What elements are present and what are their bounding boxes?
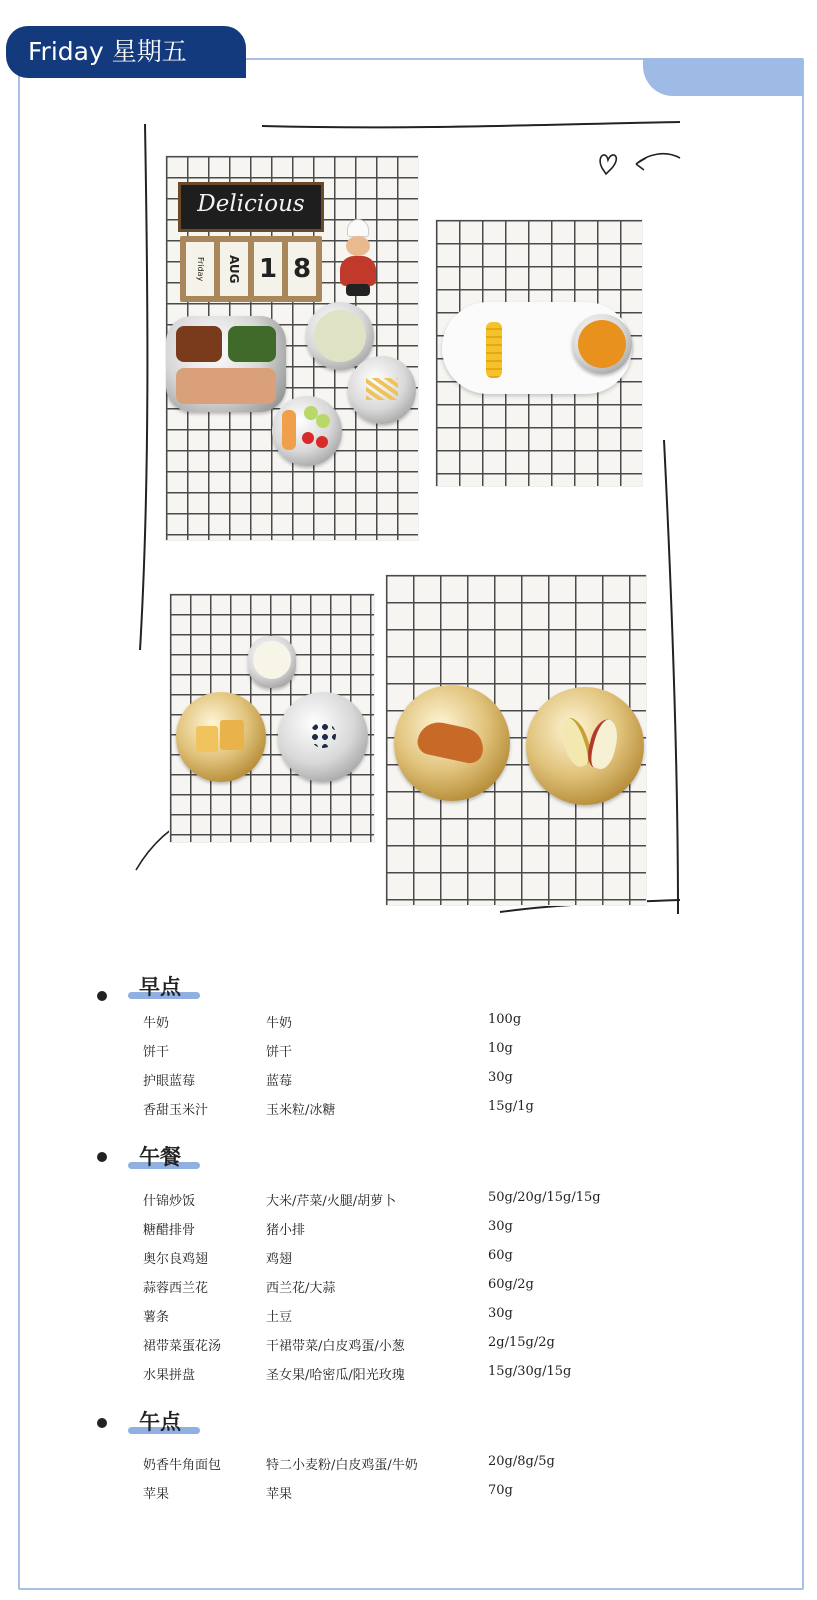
fries-plate bbox=[348, 356, 416, 424]
menu-row: 什锦炒饭 大米/芹菜/火腿/胡萝卜 50g/20g/15g/15g bbox=[143, 1190, 601, 1209]
menu-row: 香甜玉米汁 玉米粒/冰糖 15g/1g bbox=[143, 1099, 534, 1118]
menu-row: 苹果 苹果 70g bbox=[143, 1483, 513, 1502]
calendar-digit-2: 8 bbox=[288, 242, 316, 296]
menu-row: 裙带菜蛋花汤 干裙带菜/白皮鸡蛋/小葱 2g/15g/2g bbox=[143, 1335, 555, 1354]
delicious-sign bbox=[178, 182, 324, 232]
fruit-plate bbox=[272, 396, 342, 466]
calendar-board bbox=[180, 236, 322, 302]
calendar-digit-1: 1 bbox=[254, 242, 282, 296]
calendar-month: AUG bbox=[220, 242, 248, 296]
juice-bowl bbox=[572, 314, 632, 374]
section-bullet bbox=[97, 991, 107, 1001]
photo-breakfast bbox=[170, 594, 374, 842]
section-bullet bbox=[97, 1152, 107, 1162]
menu-row: 奶香牛角面包 特二小麦粉/白皮鸡蛋/牛奶 20g/8g/5g bbox=[143, 1454, 555, 1473]
section-title-lunch: 午餐 bbox=[139, 1145, 181, 1169]
menu-row: 水果拼盘 圣女果/哈密瓜/阳光玫瑰 15g/30g/15g bbox=[143, 1364, 572, 1383]
croissant-plate bbox=[394, 685, 510, 801]
menu-row: 牛奶 牛奶 100g bbox=[143, 1012, 522, 1031]
section-title-breakfast: 早点 bbox=[139, 975, 181, 999]
biscuit-plate bbox=[176, 692, 266, 782]
menu-row: 饼干 饼干 10g bbox=[143, 1041, 513, 1060]
day-tab: Friday 星期五 bbox=[6, 26, 246, 78]
photo-lunch bbox=[166, 156, 418, 540]
blueberry-plate bbox=[278, 692, 368, 782]
section-bullet bbox=[97, 1418, 107, 1428]
photo-afternoon-snack bbox=[386, 575, 646, 905]
milk-cup bbox=[248, 636, 296, 688]
divided-tray bbox=[166, 316, 286, 412]
section-title-afternoon: 午点 bbox=[139, 1410, 181, 1434]
corner-accent bbox=[643, 58, 803, 96]
menu-row: 护眼蓝莓 蓝莓 30g bbox=[143, 1070, 513, 1089]
chef-figurine bbox=[336, 220, 380, 298]
menu-row: 蒜蓉西兰花 西兰花/大蒜 60g/2g bbox=[143, 1277, 534, 1296]
calendar-day: Friday bbox=[186, 242, 214, 296]
menu-row: 薯条 土豆 30g bbox=[143, 1306, 513, 1325]
menu-row: 奥尔良鸡翅 鸡翅 60g bbox=[143, 1248, 513, 1267]
photo-corn-juice bbox=[436, 220, 642, 486]
menu-row: 糖醋排骨 猪小排 30g bbox=[143, 1219, 513, 1238]
apple-plate bbox=[526, 687, 644, 805]
sign-text: Delicious bbox=[197, 191, 305, 217]
